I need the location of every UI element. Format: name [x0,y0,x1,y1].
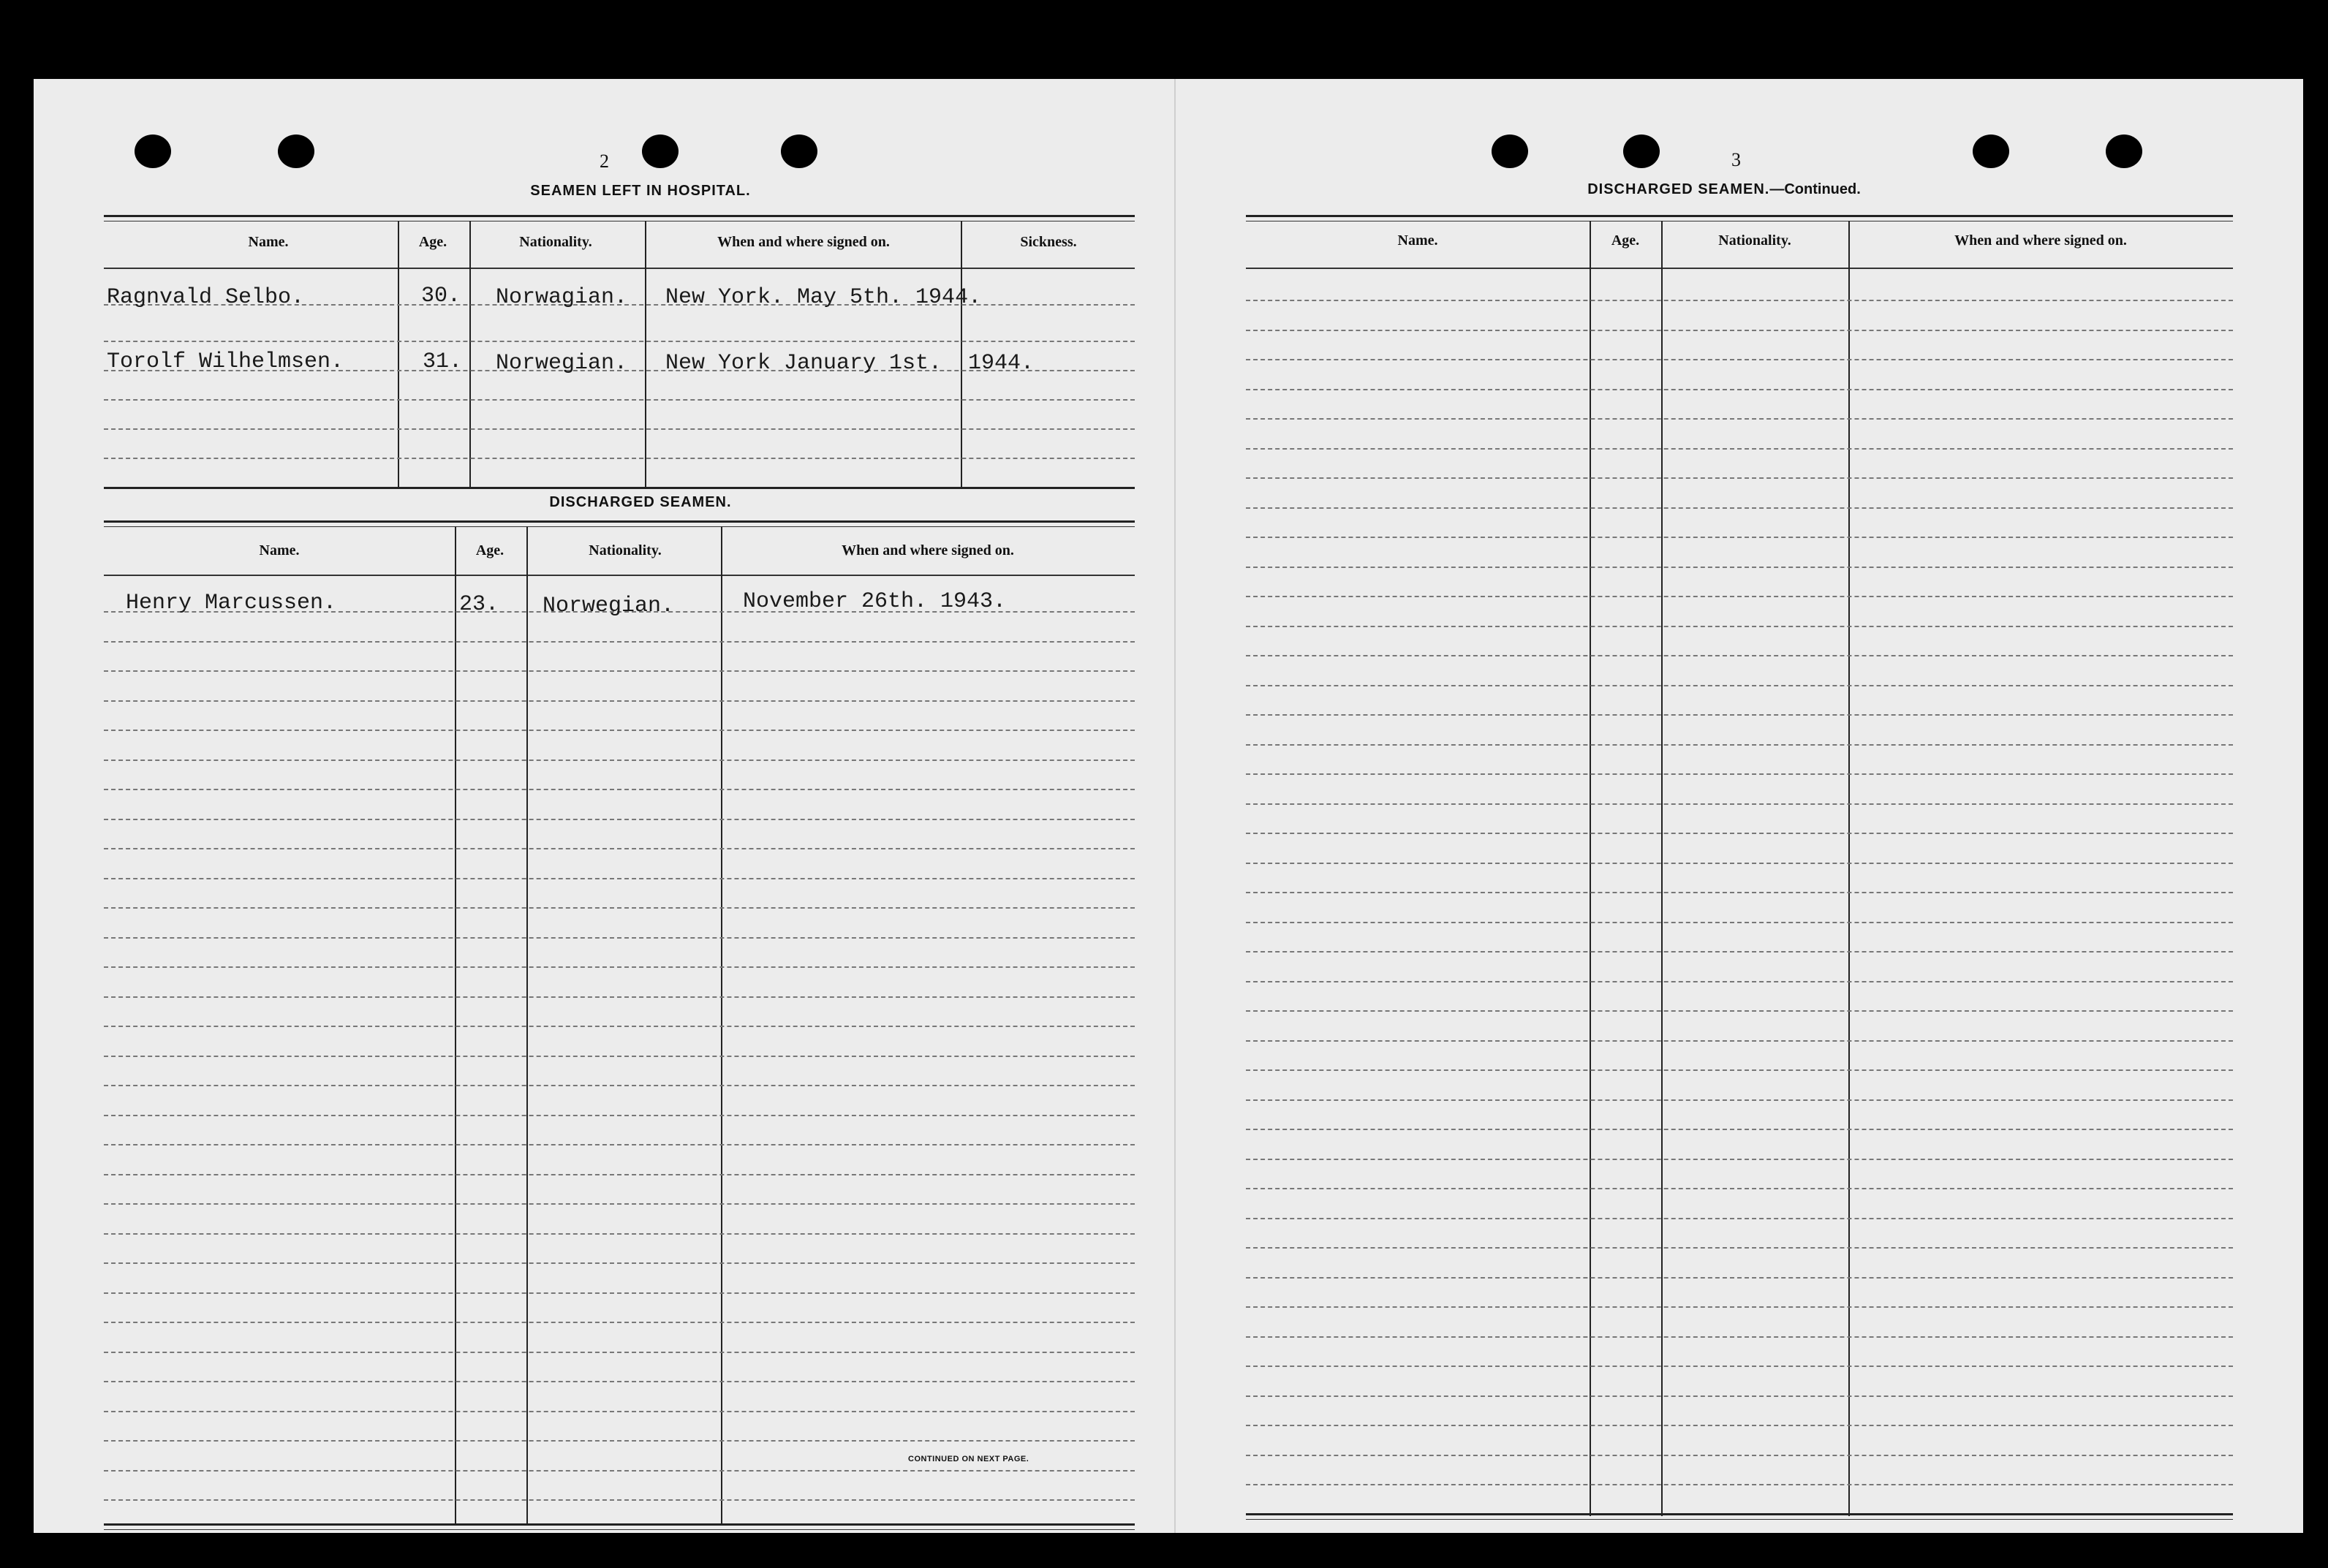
entry-line [1246,1159,2233,1160]
entry-line [1246,1395,2233,1397]
entry-line [1246,714,2233,716]
entry-line [1246,1069,2233,1071]
column-divider [1848,221,1850,1516]
entry-line [1246,803,2233,805]
hospital-row-2-name: Torolf Wilhelmsen. [107,349,344,374]
entry-line [1246,833,2233,834]
entry-line [104,1292,1135,1294]
entry-line [104,1411,1135,1412]
entry-line [1246,1277,2233,1279]
hospital-row-2-age: 31. [423,349,463,374]
entry-line [1246,596,2233,597]
entry-line [104,1233,1135,1235]
column-header-nationality: Nationality. [589,542,662,558]
entry-line [1246,1040,2233,1042]
entry-line [1246,863,2233,864]
table-bottom-rule [1246,1513,2233,1515]
discharged-row-1-nationality: Norwegian. [543,594,675,618]
entry-line [104,1322,1135,1323]
entry-line [104,428,1135,430]
section-title: DISCHARGED SEAMEN. [1587,181,1770,197]
discharged-row-1-age: 23. [459,592,499,617]
table-bottom-rule [1246,1519,2233,1520]
punch-hole [2106,135,2142,168]
entry-line [104,1056,1135,1057]
entry-line [104,1085,1135,1086]
punch-hole [642,135,679,168]
column-header-name: Name. [1397,232,1438,249]
entry-line [1246,1188,2233,1189]
hospital-row-1-name: Ragnvald Selbo. [107,285,305,310]
column-header-age: Age. [418,234,447,250]
entry-line [104,878,1135,879]
discharged-row-1-name: Henry Marcussen. [126,591,337,616]
column-header-name: Name. [248,234,289,250]
entry-line [1246,773,2233,775]
hospital-row-1-signed-on: New York. May 5th. 1944. [665,285,982,310]
entry-line [104,819,1135,820]
entry-line [1246,892,2233,893]
column-divider [645,221,646,488]
entry-line [104,1381,1135,1382]
entry-line [104,1352,1135,1353]
entry-line [104,730,1135,731]
section-rule [104,487,1135,489]
entry-line [104,848,1135,849]
entry-line [104,937,1135,939]
table-top-rule [104,215,1135,217]
discharged-section-title: DISCHARGED SEAMEN. [549,494,732,510]
table-top-rule [104,526,1135,527]
entry-line [104,1203,1135,1205]
entry-line [1246,981,2233,982]
entry-line [1246,1247,2233,1249]
entry-line [104,966,1135,968]
entry-line [1246,1484,2233,1485]
entry-line [104,1262,1135,1264]
column-header-signed-on: When and where signed on. [1954,232,2127,249]
entry-line [104,1144,1135,1145]
entry-line [1246,1306,2233,1308]
column-header-signed-on: When and where signed on. [842,542,1014,558]
hospital-row-1-age: 30. [421,284,461,308]
entry-line [1246,448,2233,450]
entry-line [104,458,1135,459]
entry-line [1246,1218,2233,1219]
entry-line [1246,477,2233,479]
entry-line [1246,1099,2233,1101]
hospital-row-2-nationality: Norwegian. [496,351,628,376]
table-top-rule [1246,215,2233,217]
entry-line [1246,507,2233,509]
entry-line [104,789,1135,790]
entry-line [104,670,1135,672]
column-header-signed-on: When and where signed on. [717,234,890,250]
punch-hole [1973,135,2009,168]
column-header-age: Age. [1611,232,1640,249]
entry-line [104,1115,1135,1116]
column-divider [1661,221,1663,1516]
page-number: 3 [1731,149,1741,170]
entry-line [1246,389,2233,390]
entry-line [104,700,1135,702]
table-bottom-rule [104,1523,1135,1526]
entry-line [104,1499,1135,1501]
entry-line [1246,951,2233,952]
entry-line [104,907,1135,909]
header-underline [104,575,1135,576]
column-divider [398,221,399,488]
entry-line [1246,685,2233,686]
entry-line [104,1026,1135,1027]
entry-line [1246,418,2233,420]
entry-line [1246,537,2233,538]
punch-hole [1623,135,1660,168]
punch-hole [278,135,314,168]
column-divider [526,526,528,1523]
entry-line [1246,300,2233,301]
entry-line [1246,626,2233,627]
column-divider [469,221,471,488]
continued-footer: CONTINUED ON NEXT PAGE. [908,1455,1029,1463]
entry-line [1246,1455,2233,1456]
header-underline [1246,268,2233,269]
hospital-row-2-signed-on: New York January 1st. [665,351,942,376]
column-header-nationality: Nationality. [1718,232,1791,249]
entry-line [1246,655,2233,656]
entry-line [1246,1425,2233,1426]
table-top-rule [104,520,1135,523]
column-divider [961,221,962,488]
page-number: 2 [600,151,609,172]
entry-line [1246,567,2233,568]
entry-line [1246,744,2233,746]
right-page [1174,79,2303,1533]
punch-hole [1492,135,1528,168]
entry-line [104,341,1135,342]
entry-line [104,1440,1135,1442]
punch-hole [135,135,171,168]
entry-line [104,760,1135,761]
entry-line [1246,359,2233,360]
entry-line [1246,1366,2233,1367]
hospital-row-2-sickness: 1944. [968,351,1035,376]
hospital-section-title: SEAMEN LEFT IN HOSPITAL. [530,183,751,199]
section-title-suffix: —Continued. [1769,181,1861,197]
column-header-sickness: Sickness. [1020,234,1077,250]
table-bottom-rule [104,1529,1135,1530]
entry-line [1246,1129,2233,1130]
entry-line [104,399,1135,401]
column-header-age: Age. [475,542,504,558]
column-divider [721,526,722,1523]
discharged-row-1-signed-on: November 26th. 1943. [743,589,1007,614]
entry-line [1246,1010,2233,1012]
punch-hole [781,135,817,168]
column-header-nationality: Nationality. [519,234,592,250]
column-divider [1590,221,1591,1516]
entry-line [1246,922,2233,923]
hospital-row-1-nationality: Norwagian. [496,285,628,310]
header-underline [104,268,1135,269]
left-page [34,79,1174,1533]
entry-line [104,1174,1135,1175]
entry-line [1246,330,2233,331]
column-divider [455,526,456,1523]
discharged-continued-title [1468,181,1980,198]
entry-line [1246,1336,2233,1338]
entry-line [104,641,1135,643]
entry-line [104,1470,1135,1472]
column-header-name: Name. [259,542,300,558]
entry-line [104,996,1135,998]
